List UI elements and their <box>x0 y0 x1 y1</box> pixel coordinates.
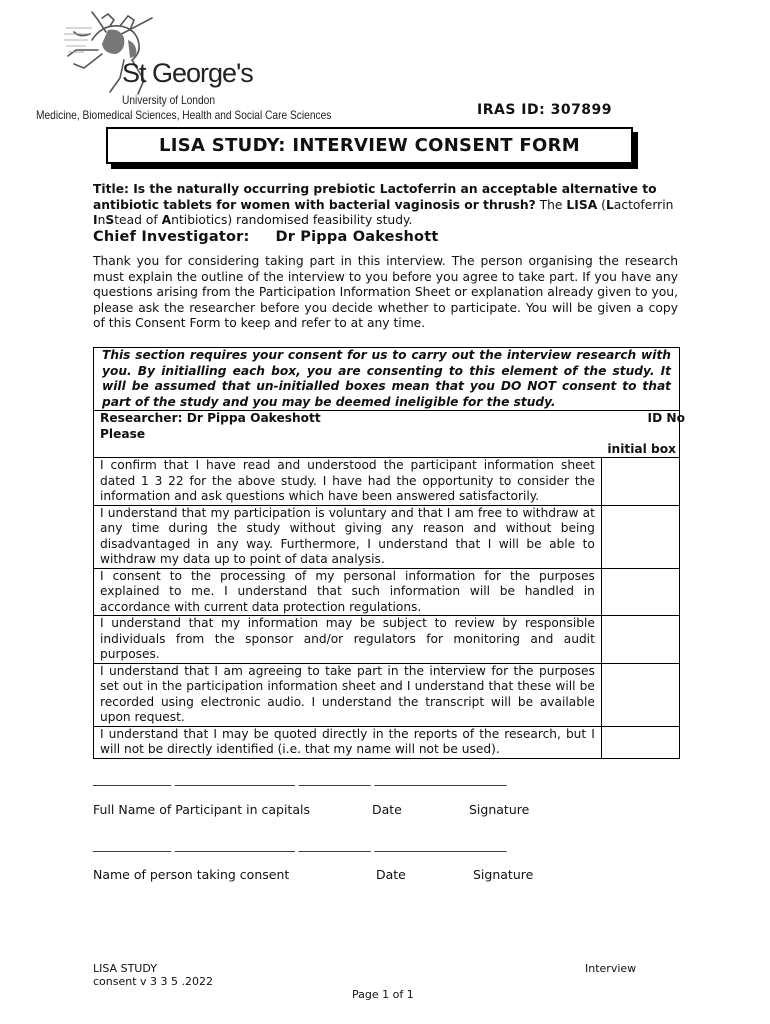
table-row <box>94 663 680 726</box>
chief-investigator <box>93 229 438 245</box>
form-title: LISA STUDY: INTERVIEW CONSENT FORM <box>106 127 633 164</box>
consent-notice: This section requires your consent for us to carry out the interview research with you. By initialling each box, you are consenting to this element of the study. It will be assumed that un-initialled boxes mean that you DO NOT consent to that part of the study and you may be deemed ineligible for the study. <box>94 348 680 411</box>
study-title-text: actoferrin <box>613 197 674 212</box>
id-no-label: ID No <box>647 411 685 425</box>
study-title-bold: Title: Is the naturally occurring prebiotic Lactoferrin an acceptable alternative to antibiotic tablets for women with bacterial vaginosis or thrush? <box>93 182 657 212</box>
consent-taker-date-label: Date <box>376 867 406 882</box>
initial-box-1[interactable] <box>601 458 679 506</box>
intro-paragraph: Thank you for considering taking part in this interview. The person organising the research must explain the outline of the interview to you before you agree to take part. If you have any questions arising from the Participation Information Sheet or explanation already given to you, please ask the researcher before you decide whether to participate. You will be given a copy of this Consent Form to keep and refer to at any time. <box>93 254 678 330</box>
acronym-letter: I <box>93 213 98 227</box>
study-title <box>93 182 678 229</box>
logo-faculty: Medicine, Biomedical Sciences, Health and Social Care Sciences <box>36 108 332 122</box>
study-title-text: The <box>535 197 567 212</box>
chief-investigator-label: Chief Investigator: <box>93 229 250 245</box>
page-number: Page 1 of 1 <box>352 988 414 1001</box>
initial-box-label: initial box <box>607 441 676 456</box>
footer-interview: Interview <box>585 962 637 975</box>
initial-box-5[interactable] <box>601 663 679 726</box>
consent-taker-signature-line[interactable]: _____________ ____________________ ____________ ______________________ <box>93 838 507 852</box>
consent-statement-4: I understand that my information may be subject to review by responsible individuals from the sponsor and/or regulators for monitoring and audit purposes. <box>94 616 602 664</box>
consent-statement-1: I confirm that I have read and understood the participant information sheet dated 1 3 22 for the above study. I have had the opportunity to consider the information and ask questions which have been answered satisfactorily. <box>94 458 602 506</box>
participant-name-label: Full Name of Participant in capitals <box>93 802 310 817</box>
footer-version: consent v 3 3 5 .2022 <box>93 975 214 988</box>
logo-university: University of London <box>122 93 215 107</box>
table-row <box>94 616 680 664</box>
consent-statement-3: I consent to the processing of my personal information for the purposes explained to me. I understand that such information will be handled in accordance with current data protection regulations. <box>94 568 602 616</box>
participant-signature-line[interactable]: _____________ ____________________ ____________ ______________________ <box>93 772 507 786</box>
consent-statement-6: I understand that I may be quoted directly in the reports of the research, but I will not be directly identified (i.e. that my name will not be used). <box>94 726 602 758</box>
consent-statement-2: I understand that my participation is voluntary and that I am free to withdraw at any time during the study without giving any reason and without being disadvantaged in any way. Furthermore, I understand that I will be able to withdraw my data up to point of data analysis. <box>94 505 602 568</box>
study-title-text: ntibiotics) randomised feasibility study. <box>171 213 413 227</box>
study-title-text: ( <box>597 197 606 212</box>
table-row <box>94 726 680 758</box>
chief-investigator-name: Dr Pippa Oakeshott <box>275 229 439 245</box>
participant-date-label: Date <box>372 802 402 817</box>
table-row <box>94 458 680 506</box>
table-row <box>94 505 680 568</box>
notice-row <box>94 348 680 411</box>
consent-table <box>93 347 685 759</box>
study-title-text: tead of <box>114 213 162 227</box>
study-title-text: n <box>97 213 106 227</box>
researcher-row <box>94 411 680 458</box>
lisa-acronym: LISA <box>566 197 598 212</box>
iras-id: IRAS ID: 307899 <box>477 102 613 118</box>
initial-box-3[interactable] <box>601 568 679 616</box>
researcher-label: Researcher: Dr Pippa Oakeshott <box>100 411 321 425</box>
acronym-letter: S <box>105 213 115 227</box>
table-row <box>94 568 680 616</box>
initial-box-6[interactable] <box>601 726 679 758</box>
footer-study-name: LISA STUDY <box>93 962 157 975</box>
researcher-cell <box>94 411 602 458</box>
acronym-letter: A <box>161 213 172 227</box>
acronym-letter: L <box>605 197 614 212</box>
initial-box-2[interactable] <box>601 505 679 568</box>
consent-taker-name-label: Name of person taking consent <box>93 867 290 882</box>
consent-taker-signature-label: Signature <box>473 867 534 882</box>
participant-signature-label: Signature <box>469 802 530 817</box>
consent-statement-5: I understand that I am agreeing to take part in the interview for the purposes set out in the participation information sheet and I understand that these will be recorded using electronic audio. I understand the transcript will be available upon request. <box>94 663 602 726</box>
initial-box-header <box>601 411 685 458</box>
logo-name: St George's <box>122 58 253 88</box>
please-label: Please <box>100 426 146 441</box>
initial-box-4[interactable] <box>601 616 679 664</box>
